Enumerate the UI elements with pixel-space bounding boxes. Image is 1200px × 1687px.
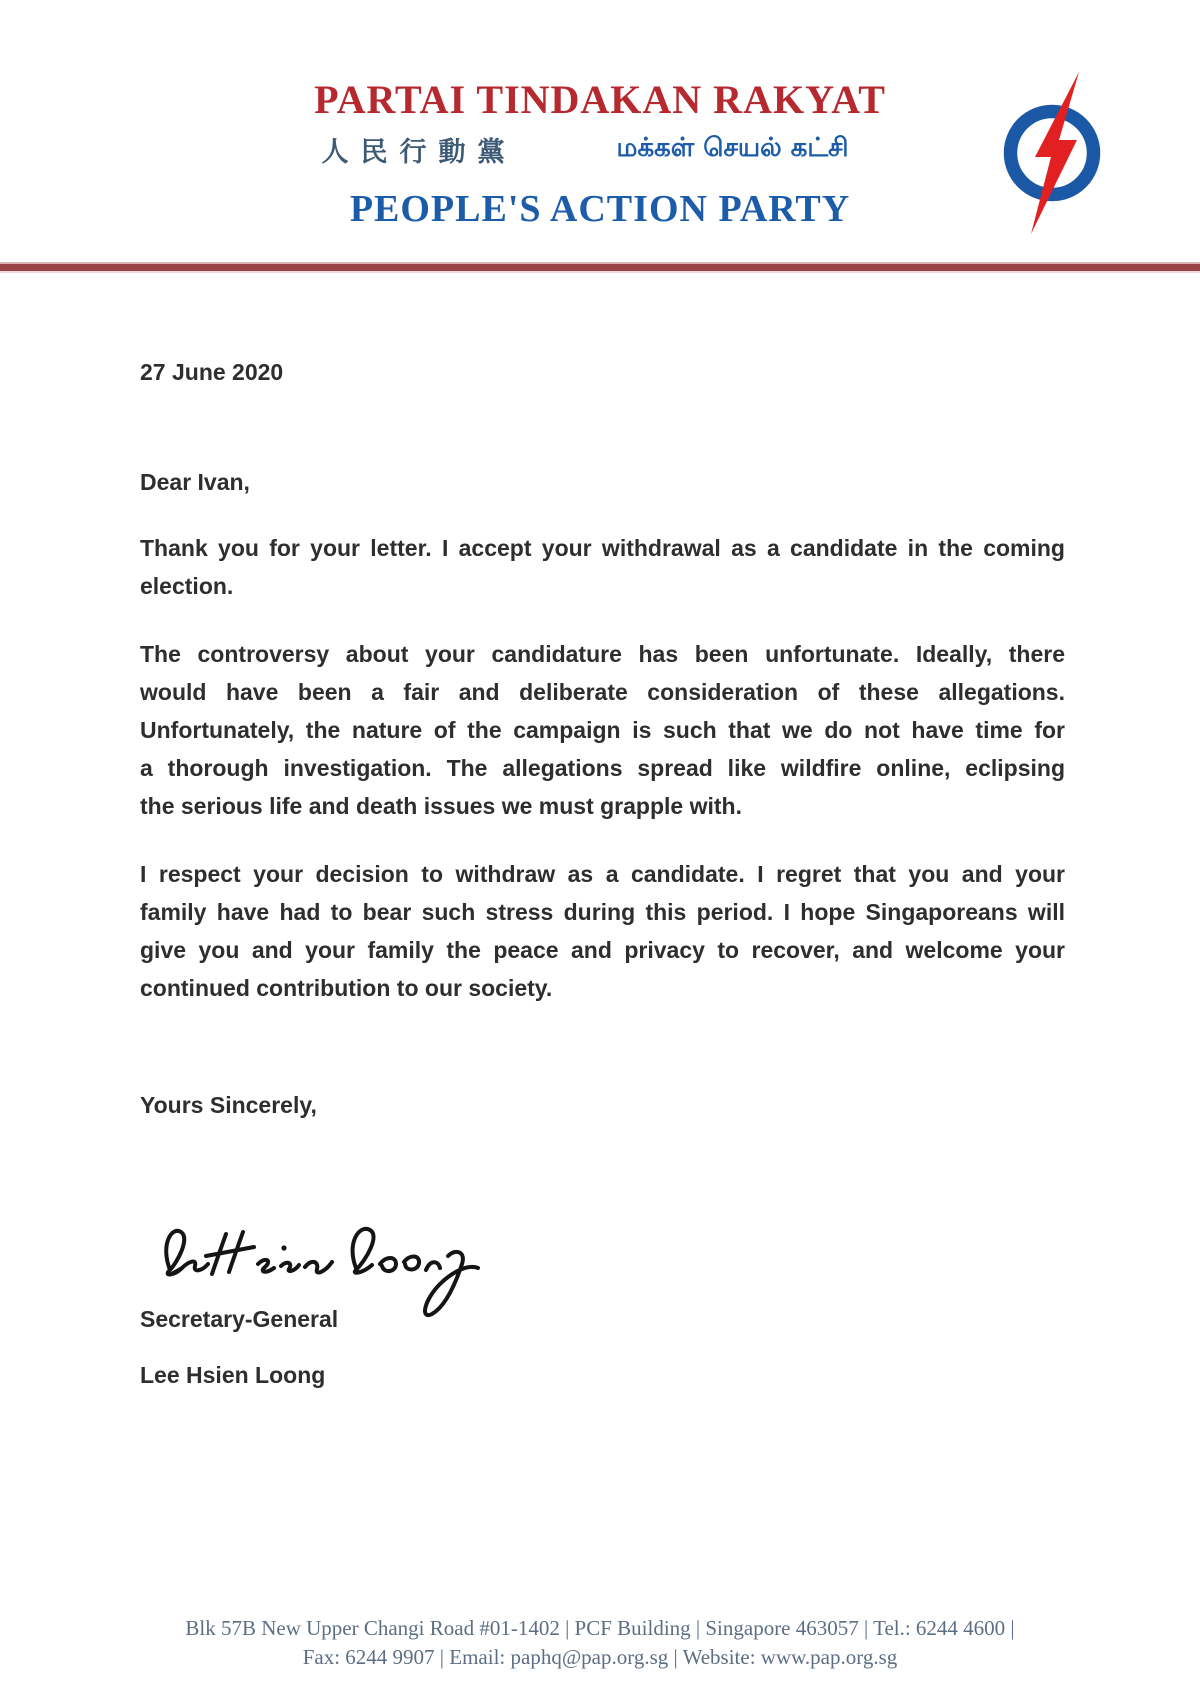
letter-line: family have had to bear such stress during this period. I hope Singaporeans will bbox=[140, 899, 1065, 925]
letter-line: the serious life and death issues we must grapple with. bbox=[140, 793, 742, 819]
party-name-english: PEOPLE'S ACTION PARTY bbox=[349, 188, 851, 230]
footer-address-line: Blk 57B New Upper Changi Road #01-1402 | PCF Building | Singapore 463057 | Tel.: 6244 4600 | bbox=[185, 1616, 1015, 1640]
letter-body bbox=[140, 529, 1065, 1037]
letter-line: would have been a fair and deliberate consideration of these allegations. bbox=[140, 679, 1065, 705]
letter-line: a thorough investigation. The allegations spread like wildfire online, eclipsing bbox=[140, 755, 1065, 781]
letter-line: election. bbox=[140, 573, 234, 599]
letter-date: 27 June 2020 bbox=[140, 359, 284, 385]
letter-line: Thank you for your letter. I accept your withdrawal as a candidate in the coming bbox=[140, 535, 1065, 561]
letter-footer bbox=[0, 1614, 1200, 1672]
letter-line: I respect your decision to withdraw as a candidate. I regret that you and your bbox=[140, 861, 1065, 887]
party-name-malay: PARTAI TINDAKAN RAKYAT bbox=[314, 77, 886, 122]
letter-line: continued contribution to our society. bbox=[140, 975, 553, 1001]
closing: Yours Sincerely, bbox=[140, 1092, 317, 1118]
party-name-chinese: 人民行動黨 bbox=[321, 137, 517, 168]
letter-line: The controversy about your candidature has been unfortunate. Ideally, there bbox=[140, 641, 1065, 667]
letter-paragraph bbox=[140, 635, 1065, 825]
letter-paragraph bbox=[140, 855, 1065, 1007]
letter-line: give you and your family the peace and privacy to recover, and welcome your bbox=[140, 937, 1065, 963]
letter-line: Unfortunately, the nature of the campaign is such that we do not have time for bbox=[140, 717, 1065, 743]
signer-title: Secretary-General bbox=[140, 1306, 339, 1332]
letter-paragraph bbox=[140, 529, 1065, 605]
footer-contact-line: Fax: 6244 9907 | Email: paphq@pap.org.sg | Website: www.pap.org.sg bbox=[302, 1645, 898, 1669]
pap-lightning-logo-icon bbox=[995, 62, 1113, 247]
salutation: Dear Ivan, bbox=[140, 469, 250, 495]
signer-name: Lee Hsien Loong bbox=[140, 1362, 326, 1388]
party-name-tamil: மக்கள் செயல் கட்சி bbox=[616, 133, 849, 163]
red-divider-rule bbox=[0, 262, 1200, 273]
